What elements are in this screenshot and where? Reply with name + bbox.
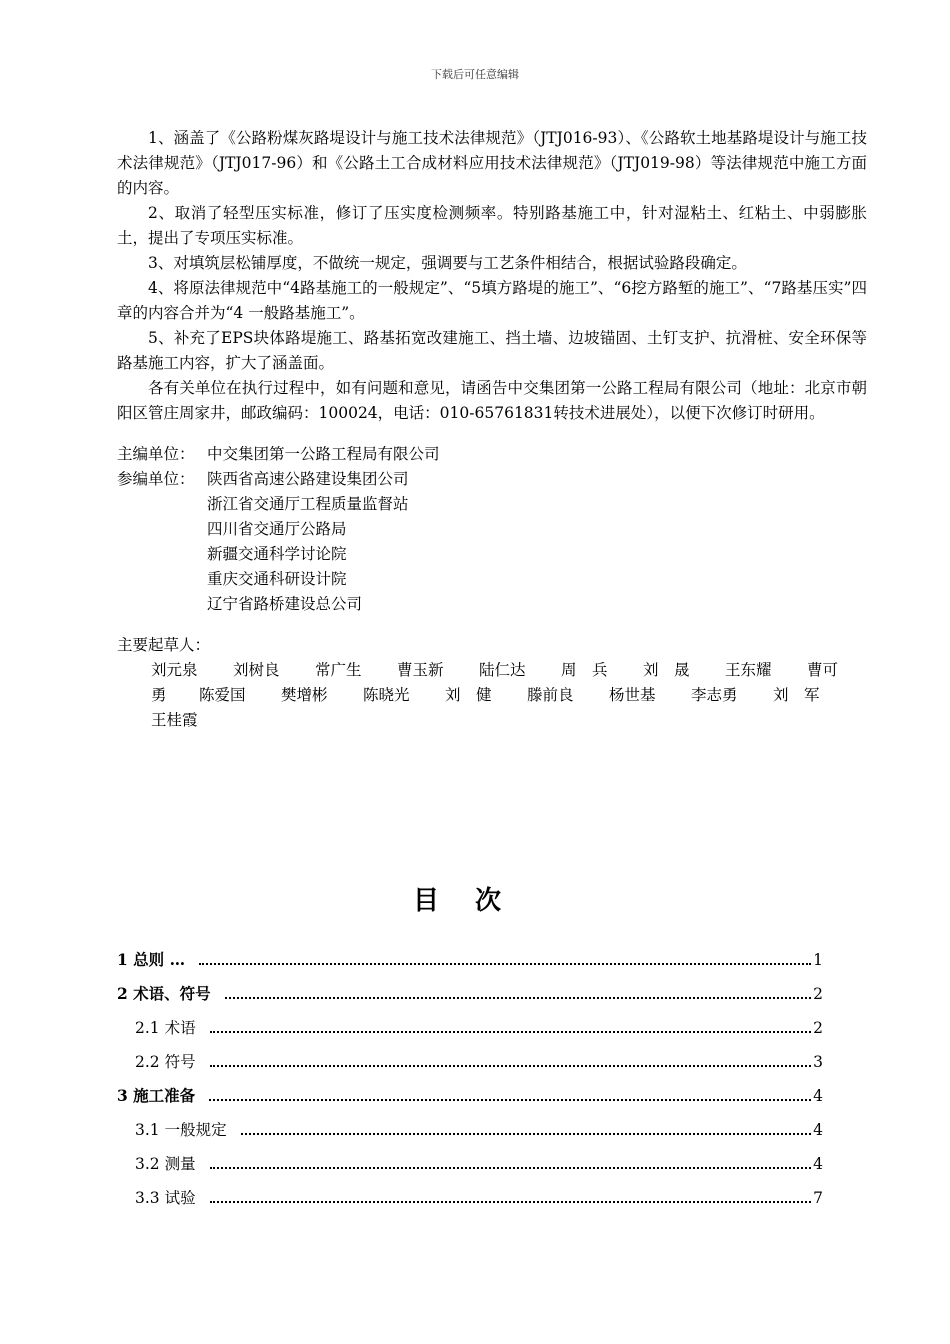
participant-row bbox=[117, 542, 867, 567]
toc-leader-dots bbox=[210, 1166, 812, 1169]
toc-entry-page: 4 bbox=[813, 1087, 823, 1105]
toc-entry-page: 3 bbox=[813, 1053, 823, 1071]
drafter-name: 刘树良 bbox=[233, 661, 280, 679]
toc-leader-dots bbox=[210, 1030, 812, 1033]
toc-entry-title: 2.1 术语 bbox=[135, 1019, 196, 1037]
editor-row bbox=[117, 442, 867, 467]
toc-entry-title: 2.2 符号 bbox=[135, 1053, 196, 1071]
toc-entry[interactable] bbox=[117, 1084, 823, 1118]
toc-entry-title: 3.1 一般规定 bbox=[135, 1121, 227, 1139]
drafter-name: 王桂霞 bbox=[151, 711, 198, 729]
participant-row bbox=[117, 517, 867, 542]
drafter-name: 滕前良 bbox=[527, 686, 574, 704]
participant-row bbox=[117, 492, 867, 517]
drafters-list bbox=[151, 658, 867, 733]
drafter-name: 杨世基 bbox=[609, 686, 656, 704]
toc-entry-title: 1 总则 … bbox=[117, 950, 186, 969]
toc-entry-page: 4 bbox=[813, 1121, 823, 1139]
drafter-name: 刘元泉 bbox=[151, 661, 198, 679]
page-header: 下载后可任意编辑 bbox=[431, 68, 519, 81]
editor-label: 主编单位： bbox=[117, 445, 195, 463]
preface-paragraph: 1、涵盖了《公路粉煤灰路堤设计与施工技术法律规范》（JTJ016-93）、《公路软土地基路堤设计与施工技术法律规范》（JTJ017-96）和《公路土工合成材料应用技术法律规范》（JTJ019-98）等法律规范中施工方面的内容。 bbox=[117, 129, 867, 197]
toc-entry-title: 3 施工准备 bbox=[117, 1086, 196, 1105]
toc-leader-dots bbox=[209, 1098, 811, 1101]
toc-entry-page: 2 bbox=[813, 1019, 823, 1037]
drafter-name: 周 兵 bbox=[561, 661, 608, 679]
drafter-name: 刘 健 bbox=[445, 686, 492, 704]
toc-entry-title: 3.2 测量 bbox=[135, 1155, 196, 1173]
drafter-name: 勇 bbox=[151, 686, 167, 704]
participant-name: 陕西省高速公路建设集团公司 bbox=[207, 470, 409, 488]
drafter-name: 刘 晟 bbox=[643, 661, 690, 679]
participants-label: 参编单位： bbox=[117, 470, 195, 488]
participant-name: 浙江省交通厅工程质量监督站 bbox=[207, 495, 409, 513]
toc-entry-page: 4 bbox=[813, 1155, 823, 1173]
preface-paragraph: 3、对填筑层松铺厚度，不做统一规定，强调要与工艺条件相结合，根据试验路段确定。 bbox=[148, 254, 747, 272]
toc-entry-page: 7 bbox=[813, 1189, 823, 1207]
toc-entry[interactable] bbox=[117, 982, 823, 1016]
toc-entry[interactable] bbox=[117, 948, 823, 982]
toc-entry[interactable] bbox=[117, 1152, 823, 1186]
participant-name: 四川省交通厅公路局 bbox=[207, 520, 347, 538]
participant-name: 辽宁省路桥建设总公司 bbox=[207, 595, 363, 613]
toc-entry-page: 1 bbox=[813, 951, 823, 969]
participant-name: 新疆交通科学讨论院 bbox=[207, 545, 347, 563]
toc-entry-title: 3.3 试验 bbox=[135, 1189, 196, 1207]
preface-content bbox=[117, 126, 867, 733]
toc-entry[interactable] bbox=[117, 1050, 823, 1084]
table-of-contents bbox=[117, 948, 823, 1220]
toc-entry[interactable] bbox=[117, 1118, 823, 1152]
drafter-name: 曹可 bbox=[807, 661, 839, 679]
toc-leader-dots bbox=[225, 996, 811, 999]
toc-entry[interactable] bbox=[117, 1016, 823, 1050]
organizations bbox=[117, 442, 867, 617]
preface-paragraph: 2、取消了轻型压实标准，修订了压实度检测频率。特别路基施工中，针对湿粘土、红粘土、中弱膨胀土，提出了专项压实标准。 bbox=[117, 204, 867, 247]
toc-leader-dots bbox=[199, 962, 811, 965]
drafter-name: 樊增彬 bbox=[281, 686, 328, 704]
preface-paragraph: 5、补充了EPS块体路堤施工、路基拓宽改建施工、挡土墙、边坡锚固、土钉支护、抗滑桩、安全环保等路基施工内容，扩大了涵盖面。 bbox=[117, 329, 867, 372]
toc-entry-page: 2 bbox=[813, 985, 823, 1003]
toc-title: 目次 bbox=[412, 886, 537, 916]
toc-leader-dots bbox=[210, 1064, 812, 1067]
drafter-name: 曹玉新 bbox=[397, 661, 444, 679]
participant-row bbox=[117, 592, 867, 617]
drafter-name: 常广生 bbox=[315, 661, 362, 679]
drafter-name: 王东耀 bbox=[725, 661, 772, 679]
drafter-name: 李志勇 bbox=[691, 686, 738, 704]
preface-paragraph: 各有关单位在执行过程中，如有问题和意见，请函告中交集团第一公路工程局有限公司（地址：北京市朝阳区管庄周家井，邮政编码：100024，电话：010-65761831转技术进展处），以便下次修订时研用。 bbox=[117, 379, 867, 422]
toc-leader-dots bbox=[210, 1200, 812, 1203]
drafter-name: 陈爱国 bbox=[199, 686, 246, 704]
preface-paragraph: 4、将原法律规范中“4路基施工的一般规定”、“5填方路堤的施工”、“6挖方路堑的施工”、“7路基压实”四章的内容合并为“4 一般路基施工”。 bbox=[117, 279, 867, 322]
participant-name: 重庆交通科研设计院 bbox=[207, 570, 347, 588]
participant-row bbox=[117, 567, 867, 592]
editor-name: 中交集团第一公路工程局有限公司 bbox=[207, 445, 440, 463]
toc-leader-dots bbox=[241, 1132, 812, 1135]
toc-entry-title: 2 术语、符号 bbox=[117, 984, 211, 1003]
participant-row bbox=[117, 467, 867, 492]
drafter-name: 陆仁达 bbox=[479, 661, 526, 679]
drafters-label: 主要起草人： bbox=[117, 636, 211, 654]
drafter-name: 刘 军 bbox=[773, 686, 820, 704]
toc-entry[interactable] bbox=[117, 1186, 823, 1220]
drafter-name: 陈晓光 bbox=[363, 686, 410, 704]
